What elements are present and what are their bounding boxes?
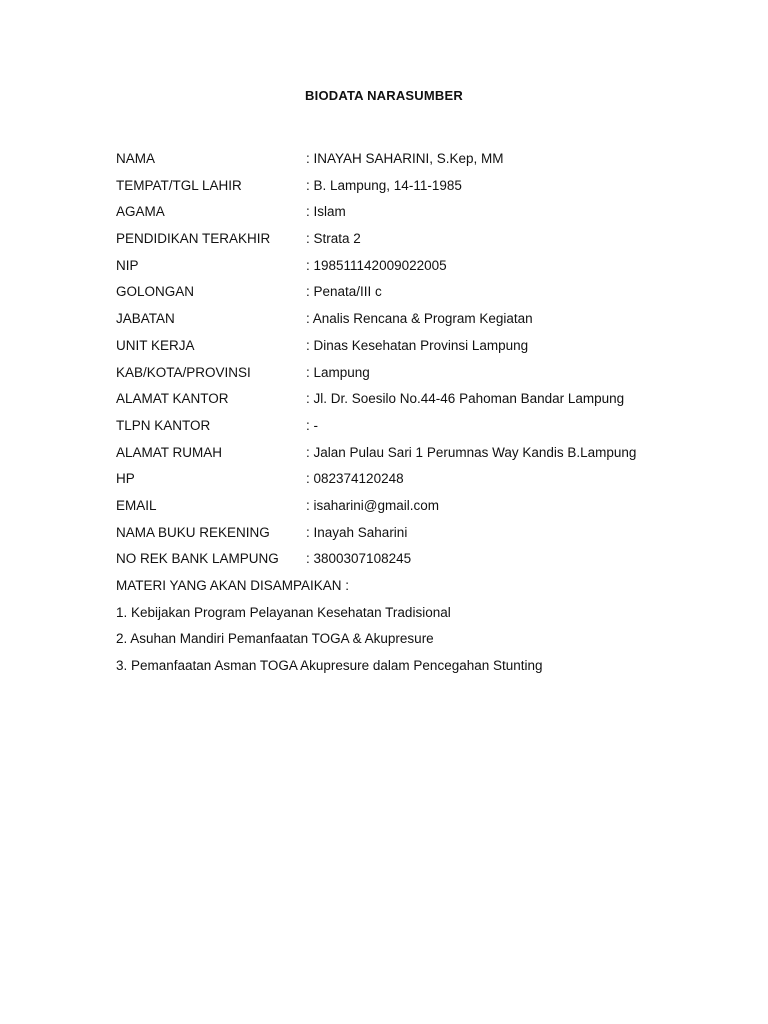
field-label: NAMA BUKU REKENING	[116, 524, 270, 540]
field-label: TLPN KANTOR	[116, 417, 211, 433]
field-value: : 198511142009022005	[306, 257, 447, 273]
biodata-fields	[116, 149, 736, 576]
field-value: : Jl. Dr. Soesilo No.44-46 Pahoman Bandar Lampung	[306, 391, 625, 407]
field-row-jabatan	[116, 309, 736, 336]
field-label: EMAIL	[116, 497, 157, 513]
field-row-agama	[116, 202, 736, 229]
field-label: NIP	[116, 257, 139, 273]
field-row-kab-kota-provinsi	[116, 363, 736, 390]
field-value: : isaharini@gmail.com	[306, 497, 439, 513]
field-row-golongan	[116, 282, 736, 309]
field-row-email	[116, 496, 736, 523]
field-row-nama	[116, 149, 736, 176]
materi-section	[116, 576, 736, 683]
field-row-unit-kerja	[116, 336, 736, 363]
field-value: : Strata 2	[306, 231, 361, 247]
materi-heading: MATERI YANG AKAN DISAMPAIKAN :	[116, 578, 350, 593]
field-label: KAB/KOTA/PROVINSI	[116, 364, 251, 380]
field-value: : B. Lampung, 14-11-1985	[306, 177, 462, 193]
field-value: : 082374120248	[306, 471, 404, 487]
field-row-hp	[116, 469, 736, 496]
field-value: : -	[306, 417, 318, 433]
field-label: JABATAN	[116, 311, 175, 327]
field-value: : Dinas Kesehatan Provinsi Lampung	[306, 337, 529, 353]
field-row-no-rek	[116, 549, 736, 576]
field-value: : 3800307108245	[306, 551, 412, 567]
field-label: NO REK BANK LAMPUNG	[116, 551, 279, 567]
field-label: UNIT KERJA	[116, 337, 195, 353]
materi-item: 3. Pemanfaatan Asman TOGA Akupresure dalam Pencegahan Stunting	[116, 658, 543, 674]
materi-item: 2. Asuhan Mandiri Pemanfaatan TOGA & Akupresure	[116, 631, 434, 647]
field-row-pendidikan	[116, 229, 736, 256]
field-value: : Lampung	[306, 364, 370, 380]
field-label: ALAMAT RUMAH	[116, 444, 223, 460]
field-label: HP	[116, 471, 135, 487]
field-row-alamat-rumah	[116, 443, 736, 470]
field-row-nip	[116, 256, 736, 283]
field-row-alamat-kantor	[116, 389, 736, 416]
field-label: ALAMAT KANTOR	[116, 391, 229, 407]
field-label: GOLONGAN	[116, 284, 195, 300]
field-value: : INAYAH SAHARINI, S.Kep, MM	[306, 151, 504, 166]
document-title: BIODATA NARASUMBER	[305, 88, 463, 103]
field-value: : Jalan Pulau Sari 1 Perumnas Way Kandis B.Lampung	[306, 444, 637, 460]
field-value: : Analis Rencana & Program Kegiatan	[306, 311, 533, 327]
field-value: : Penata/III c	[306, 284, 382, 300]
field-label: PENDIDIKAN TERAKHIR	[116, 231, 271, 247]
field-row-tempat-tgl-lahir	[116, 176, 736, 203]
field-label: NAMA	[116, 151, 156, 166]
field-label: TEMPAT/TGL LAHIR	[116, 177, 242, 193]
field-label: AGAMA	[116, 204, 165, 220]
materi-item: 1. Kebijakan Program Pelayanan Kesehatan Tradisional	[116, 604, 451, 620]
field-value: : Islam	[306, 204, 346, 220]
field-row-tlpn-kantor	[116, 416, 736, 443]
field-value: : Inayah Saharini	[306, 524, 408, 540]
field-row-nama-buku-rekening	[116, 523, 736, 550]
